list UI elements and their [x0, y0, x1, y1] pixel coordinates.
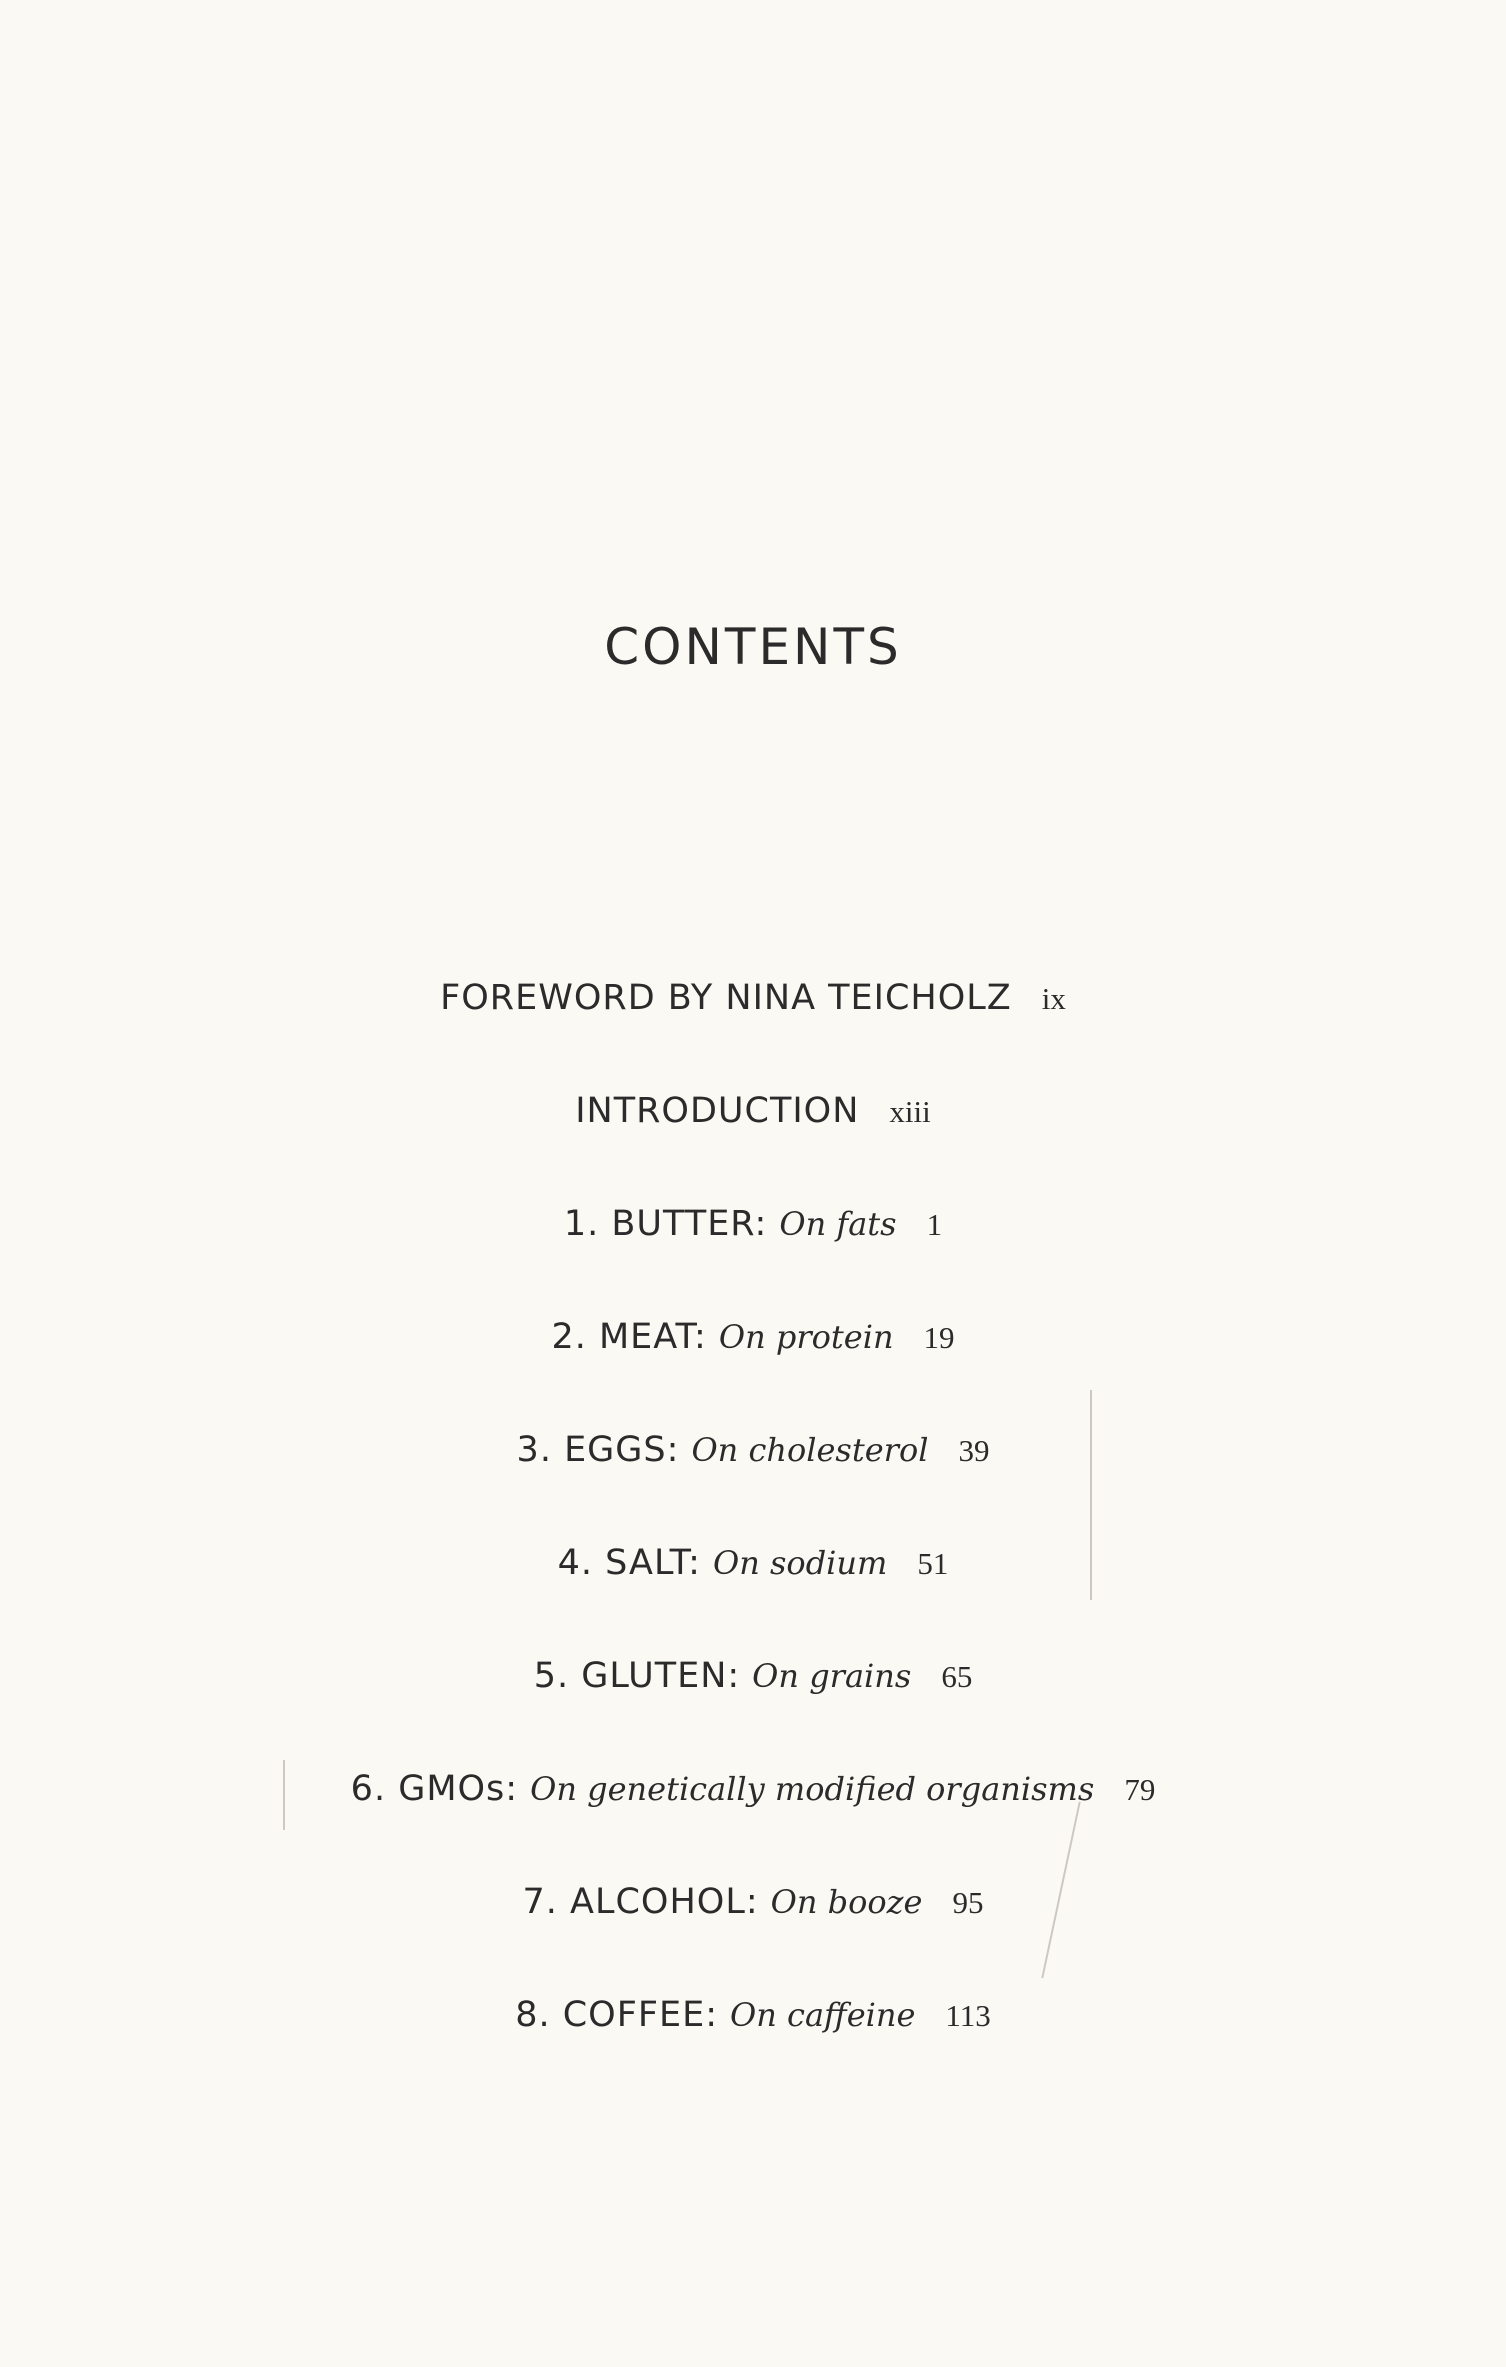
- entry-subtitle: On cholesterol: [691, 1431, 929, 1469]
- page-title: CONTENTS: [604, 618, 902, 676]
- toc-entry-foreword[interactable]: [0, 978, 1506, 1091]
- entry-label: 7. ALCOHOL:: [522, 1882, 759, 1922]
- entry-label: 6. GMOs:: [350, 1769, 519, 1809]
- entry-label: 8. COFFEE:: [515, 1995, 719, 2035]
- toc-entry-chapter-2[interactable]: [0, 1317, 1506, 1430]
- toc-entry-chapter-1[interactable]: [0, 1204, 1506, 1317]
- entry-page-number: xiii: [889, 1094, 931, 1129]
- entry-subtitle: On protein: [718, 1318, 894, 1356]
- entry-page-number: 19: [923, 1320, 955, 1355]
- toc-entry-chapter-6[interactable]: [0, 1769, 1506, 1882]
- entry-label: INTRODUCTION: [575, 1091, 860, 1131]
- entry-page-number: 95: [952, 1885, 984, 1920]
- toc-entry-chapter-5[interactable]: [0, 1656, 1506, 1769]
- entry-label: 2. MEAT:: [551, 1317, 707, 1357]
- entry-subtitle: On grains: [752, 1657, 912, 1695]
- toc-entry-chapter-7[interactable]: [0, 1882, 1506, 1995]
- entry-page-number: ix: [1041, 981, 1066, 1016]
- toc-entry-chapter-4[interactable]: [0, 1543, 1506, 1656]
- entry-subtitle: On fats: [779, 1205, 897, 1243]
- entry-label: 1. BUTTER:: [563, 1204, 768, 1244]
- entry-page-number: 1: [926, 1207, 943, 1242]
- toc-entry-chapter-3[interactable]: [0, 1430, 1506, 1543]
- table-of-contents: [0, 978, 1506, 2108]
- entry-subtitle: On caffeine: [730, 1996, 916, 2034]
- entry-subtitle: On booze: [770, 1883, 923, 1921]
- toc-entry-chapter-8[interactable]: [0, 1995, 1506, 2108]
- entry-label: 3. EGGS:: [516, 1430, 680, 1470]
- entry-subtitle: On sodium: [712, 1544, 888, 1582]
- entry-subtitle: On genetically modified organisms: [530, 1770, 1095, 1808]
- toc-entry-introduction[interactable]: [0, 1091, 1506, 1204]
- entry-page-number: 113: [945, 1998, 991, 2033]
- entry-label: 4. SALT:: [557, 1543, 701, 1583]
- entry-page-number: 39: [958, 1433, 990, 1468]
- entry-page-number: 65: [941, 1659, 973, 1694]
- entry-page-number: 51: [917, 1546, 949, 1581]
- entry-label: 5. GLUTEN:: [533, 1656, 741, 1696]
- entry-label: FOREWORD BY NINA TEICHOLZ: [440, 978, 1012, 1018]
- entry-page-number: 79: [1124, 1772, 1156, 1807]
